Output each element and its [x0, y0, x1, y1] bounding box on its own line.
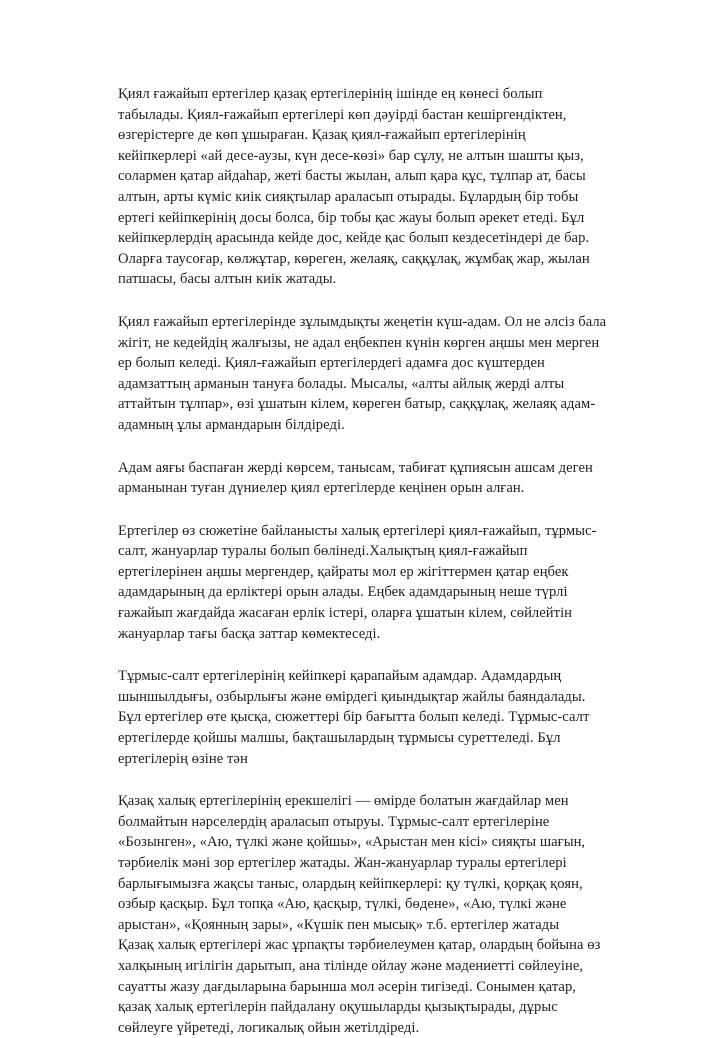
- text-line: жануарлар тағы басқа заттар көмектеседі.: [118, 625, 381, 642]
- text-line: ғажайып жағдайда жасаған ерлік істері, оларға ұшатын кілем, сөйлейтін: [118, 605, 573, 622]
- text-line: ертегілерде қойшы малшы, бақташылардың тұрмысы суреттеледі. Бұл: [118, 730, 561, 747]
- paragraph-hero-power: [118, 312, 616, 436]
- text-line: сауатты жазу дағдыларына барынша мол әсерін тигізеді. Сонымен қатар,: [118, 978, 576, 995]
- text-line: Тұрмыс-салт ертегілерінің кейіпкері қарапайым адамдар. Адамдардың: [118, 668, 562, 685]
- text-line: арыстан», «Қоянның зары», «Күшік пен мысық» т.б. ертегілер жатады: [118, 916, 560, 933]
- text-line: адамзаттың арманын тануға болады. Мысалы, «алты айлық жерді алты: [118, 375, 565, 392]
- paragraph-features: [118, 791, 616, 1038]
- text-line: болмайтын нәрселердің араласып отыруы. Тұрмыс-салт ертегілеріне: [118, 813, 550, 830]
- text-line: озбыр қасқыр. Бұл топқа «Аю, қасқыр, түлкі, бөдене», «Аю, түлкі және: [118, 896, 567, 913]
- text-line: алтын, арты күміс киік сияқтылар араласып отырады. Бұлардың бір тобы: [118, 188, 579, 205]
- text-line: халқының игілігін дарытып, ана тілінде ойлау және мәдениетті сөйлеуіне,: [118, 957, 584, 974]
- text-line: аттайтын тұлпар», өзі ұшатын кілем, көреген батыр, саққұлақ, желаяқ адам-: [118, 396, 596, 413]
- text-line: табылады. Қиял-ғажайып ертегілері көп дәуірді бастан кешіргендіктен,: [118, 106, 567, 123]
- text-line: Ертегілер өз сюжетіне байланысты халық ертегілері қиял-ғажайып, тұрмыс-: [118, 522, 597, 539]
- text-line: жігіт, не кедейдің жалғызы, не адал еңбекпен күнін көрген аңшы мен мерген: [118, 334, 600, 351]
- text-line: салт, жануарлар туралы болып бөлінеді.Халықтың қиял-ғажайып: [118, 543, 528, 560]
- text-line: адамның ұлы армандарын білдіреді.: [118, 416, 345, 433]
- text-line: Қиял ғажайып ертегілерінде зұлымдықты жеңетін күш-адам. Ол не әлсіз бала: [118, 313, 607, 330]
- text-line: Адам аяғы баспаған жерді көрсем, танысам, табиғат құпиясын ашсам деген: [118, 459, 593, 476]
- text-line: Оларға таусоғар, көлжұтар, көреген, желаяқ, саққұлақ, жұмбақ жар, жылан: [118, 250, 590, 267]
- text-line: өзгерістерге де көп ұшыраған. Қазақ қиял-ғажайып ертегілерінің: [118, 127, 526, 144]
- text-line: ертегілерінен аңшы мергендер, қайраты мол ер жігіттермен қатар еңбек: [118, 563, 569, 580]
- text-line: кейіпкерлері «ай десе-аузы, күн десе-көзі» бар сұлу, не алтын шашты қыз,: [118, 147, 584, 164]
- text-line: солармен қатар айдаһар, жеті басты жылан, алып қара құс, тұлпар ат, басы: [118, 168, 586, 185]
- text-line: тәрбиелік мәні зор ертегілер жатады. Жан-жануарлар туралы ертегілері: [118, 855, 567, 871]
- text-line: Қазақ халық ертегілерінің ерекшелігі — өмірде болатын жағдайлар мен: [118, 793, 569, 810]
- text-line: Қазақ халық ертегілері жас ұрпақты тәрбиелеумен қатар, олардың бойына өз: [118, 937, 601, 954]
- paragraph-fairy-tales-intro: [118, 84, 616, 290]
- text-line: «Бозынген», «Аю, түлкі және қойшы», «Арыстан мен кісі» сияқты шағын,: [118, 834, 586, 851]
- text-line: адамдарының да ерліктері орын алады. Еңбек адамдарының неше түрлі: [118, 584, 568, 601]
- text-line: Қиял ғажайып ертегілер қазақ ертегілерінің ішінде ең көнесі болып: [118, 86, 543, 102]
- text-line: ертегілерің өзіне тән: [118, 750, 248, 767]
- paragraph-dreams: [118, 458, 616, 499]
- text-line: арманынан туған дүниелер қиял ертегілерде кеңінен орын алған.: [118, 480, 525, 497]
- text-line: кейіпкерлердің арасында кейде дос, кейде қас болып кездесетіндері де бар.: [118, 230, 590, 247]
- text-line: ертегі кейіпкерінің досы болса, бір тобы қас жауы болып әрекет етеді. Бұл: [118, 209, 585, 226]
- text-line: шыншылдығы, озбырлығы және өмірдегі қиындықтар жайлы баяндалады.: [118, 688, 586, 705]
- paragraph-tale-types: [118, 521, 616, 645]
- text-line: патшасы, басы алтын киік жатады.: [118, 271, 337, 288]
- text-line: Бұл ертегілер өте қысқа, сюжеттері бір бағытта болып келеді. Тұрмыс-салт: [118, 709, 590, 726]
- paragraph-everyday-tales: [118, 666, 616, 769]
- text-line: қазақ халық ертегілерін пайдалану оқушыларды қызықтырады, дұрыс: [118, 999, 558, 1016]
- text-line: сөйлеуге үйретеді, логикалық ойын жетілдіреді.: [118, 1019, 420, 1036]
- text-line: ер болып келеді. Қиял-ғажайып ертегілердегі адамға дос күштерден: [118, 355, 545, 372]
- text-line: барлығымызға жақсы таныс, олардың кейіпкерлері: қу түлкі, қорқақ қоян,: [118, 875, 583, 892]
